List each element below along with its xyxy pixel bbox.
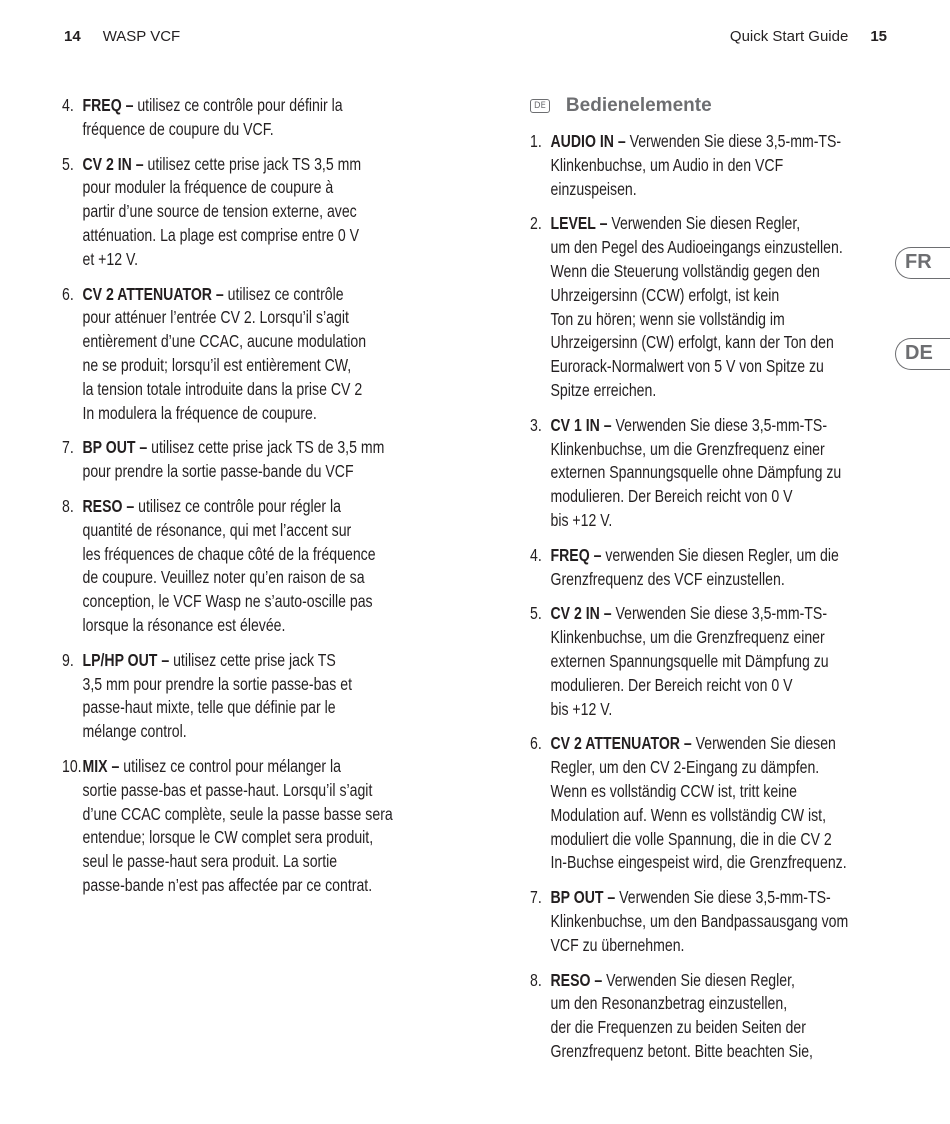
language-tab-fr[interactable]: FR bbox=[895, 247, 950, 279]
item-term: BP OUT – bbox=[82, 437, 148, 458]
right-page-header bbox=[730, 28, 887, 45]
list-item bbox=[62, 283, 453, 426]
item-term: FREQ – bbox=[82, 95, 134, 115]
item-term: AUDIO IN – bbox=[550, 131, 626, 151]
item-description: Verwenden Sie diese 3,5-mm-TS- Klinkenbuchse, um Audio in den VCF einzuspeisen. bbox=[550, 131, 842, 199]
list-item bbox=[530, 414, 921, 533]
left-page-title: WASP VCF bbox=[102, 28, 181, 45]
left-page-header bbox=[64, 28, 180, 45]
item-number: 9. bbox=[62, 649, 74, 670]
item-number: 4. bbox=[530, 544, 542, 565]
item-number: 6. bbox=[530, 733, 542, 754]
list-item bbox=[530, 544, 921, 592]
list-item bbox=[62, 495, 453, 638]
item-number: 10. bbox=[62, 755, 82, 776]
item-term: LEVEL – bbox=[550, 213, 608, 234]
item-term: BP OUT – bbox=[550, 887, 616, 908]
language-flag-icon: DE bbox=[530, 99, 550, 113]
item-term: RESO – bbox=[82, 495, 135, 516]
item-description: Verwenden Sie diese 3,5-mm-TS- Klinkenbuchse, um die Grenzfrequenz einer externen Spannungsquelle mit Dämpfung zu modulieren. Der Bereich reicht von 0 V bis +12 V. bbox=[550, 603, 829, 719]
section-title: Bedienelemente bbox=[565, 95, 712, 116]
item-number: 5. bbox=[530, 603, 542, 624]
french-controls-list bbox=[62, 94, 432, 898]
item-description: Verwenden Sie diese 3,5-mm-TS- Klinkenbuchse, um den Bandpassausgang vom VCF zu übernehmen. bbox=[550, 887, 849, 955]
item-description: utilisez ce contrôle pour atténuer l’entrée CV 2. Lorsqu’il s’agit entièrement d’une CCAC, aucune modulation ne se produit; lorsqu’il est entièrement CW, la tension totale introduite dans la prise CV 2 In modulera la fréquence de coupure. bbox=[82, 283, 367, 423]
item-number: 1. bbox=[530, 131, 542, 151]
german-column bbox=[530, 94, 900, 1075]
item-number: 3. bbox=[530, 414, 542, 435]
list-item bbox=[530, 732, 921, 875]
list-item bbox=[62, 94, 453, 142]
list-item bbox=[530, 969, 921, 1064]
item-number: 8. bbox=[62, 495, 74, 516]
item-term: RESO – bbox=[550, 969, 603, 990]
item-term: CV 2 IN – bbox=[550, 603, 612, 624]
item-number: 5. bbox=[62, 153, 74, 174]
item-term: FREQ – bbox=[550, 544, 602, 565]
item-number: 7. bbox=[62, 437, 74, 458]
item-term: CV 2 ATTENUATOR – bbox=[550, 733, 692, 754]
french-column bbox=[62, 94, 432, 909]
item-description: utilisez cette prise jack TS 3,5 mm pour prendre la sortie passe-bas et passe-haut mixte, telle que définie par le mélange control. bbox=[82, 649, 352, 742]
german-controls-list bbox=[530, 130, 900, 1064]
item-description: utilisez cette prise jack TS de 3,5 mm pour prendre la sortie passe-bande du VCF bbox=[82, 437, 385, 482]
item-term: CV 1 IN – bbox=[550, 414, 612, 435]
list-item bbox=[62, 755, 453, 898]
list-item bbox=[62, 153, 453, 272]
item-description: utilisez ce contrôle pour définir la fréquence de coupure du VCF. bbox=[82, 95, 343, 139]
list-item bbox=[530, 212, 921, 402]
item-description: Verwenden Sie diesen Regler, um den Pegel des Audioeingangs einzustellen. Wenn die Steuerung vollständig gegen den Uhrzeigersinn (CCW) erfolgt, ist kein Ton zu hören; wenn sie vollständig im Uhrzeigersinn (CW) erfolgt, kann der Ton den Eurorack-Normalwert von 5 V von Spitze zu Spitze erreichen. bbox=[550, 213, 843, 400]
item-number: 2. bbox=[530, 213, 542, 234]
item-description: Verwenden Sie diesen Regler, um den CV 2-Eingang zu dämpfen. Wenn es vollständig CCW ist, tritt keine Modulation auf. Wenn es vollständig CW ist, moduliert die volle Spannung, die in die CV 2 In-Buchse eingespeist wird, die Grenzfrequenz. bbox=[550, 733, 847, 873]
item-description: utilisez ce control pour mélanger la sortie passe-bas et passe-haut. Lorsqu’il s’agit d’une CCAC complète, seule la passe basse sera entendue; lorsque le CW complet sera produit, seul le passe-haut sera produit. La sortie passe-bande n’est pas affectée par ce contrat. bbox=[82, 755, 393, 895]
item-description: Verwenden Sie diese 3,5-mm-TS- Klinkenbuchse, um die Grenzfrequenz einer externen Spannungsquelle ohne Dämpfung zu modulieren. Der Bereich reicht von 0 V bis +12 V. bbox=[550, 414, 842, 530]
language-tab-de[interactable]: DE bbox=[895, 338, 950, 370]
item-term: MIX – bbox=[82, 755, 120, 776]
item-term: CV 2 ATTENUATOR – bbox=[82, 283, 224, 304]
left-page-number: 14 bbox=[64, 28, 81, 45]
item-description: Verwenden Sie diesen Regler, um den Resonanzbetrag einzustellen, der die Frequenzen zu beiden Seiten der Grenzfrequenz betont. Bitte beachten Sie, bbox=[550, 969, 813, 1061]
right-page-number: 15 bbox=[870, 28, 887, 45]
item-term: CV 2 IN – bbox=[82, 153, 144, 174]
list-item bbox=[530, 886, 921, 957]
item-number: 6. bbox=[62, 283, 74, 304]
section-heading bbox=[530, 94, 900, 118]
item-number: 4. bbox=[62, 95, 74, 115]
item-number: 7. bbox=[530, 887, 542, 908]
list-item bbox=[62, 436, 453, 484]
item-description: utilisez cette prise jack TS 3,5 mm pour moduler la fréquence de coupure à partir d’une source de tension externe, avec atténuation. La plage est comprise entre 0 V et +12 V. bbox=[82, 153, 362, 269]
right-page-title: Quick Start Guide bbox=[729, 28, 849, 45]
list-item bbox=[530, 130, 921, 201]
list-item bbox=[62, 649, 453, 744]
item-number: 8. bbox=[530, 969, 542, 990]
item-description: verwenden Sie diesen Regler, um die Grenzfrequenz des VCF einzustellen. bbox=[550, 544, 839, 589]
item-term: LP/HP OUT – bbox=[82, 649, 170, 670]
list-item bbox=[530, 602, 921, 721]
item-description: utilisez ce contrôle pour régler la quantité de résonance, qui met l’accent sur les fréquences de chaque côté de la fréquence de coupure. Veuillez noter qu’en raison de sa conception, le VCF Wasp ne s’auto-oscille pas lorsque la résonance est élevée. bbox=[82, 495, 376, 635]
